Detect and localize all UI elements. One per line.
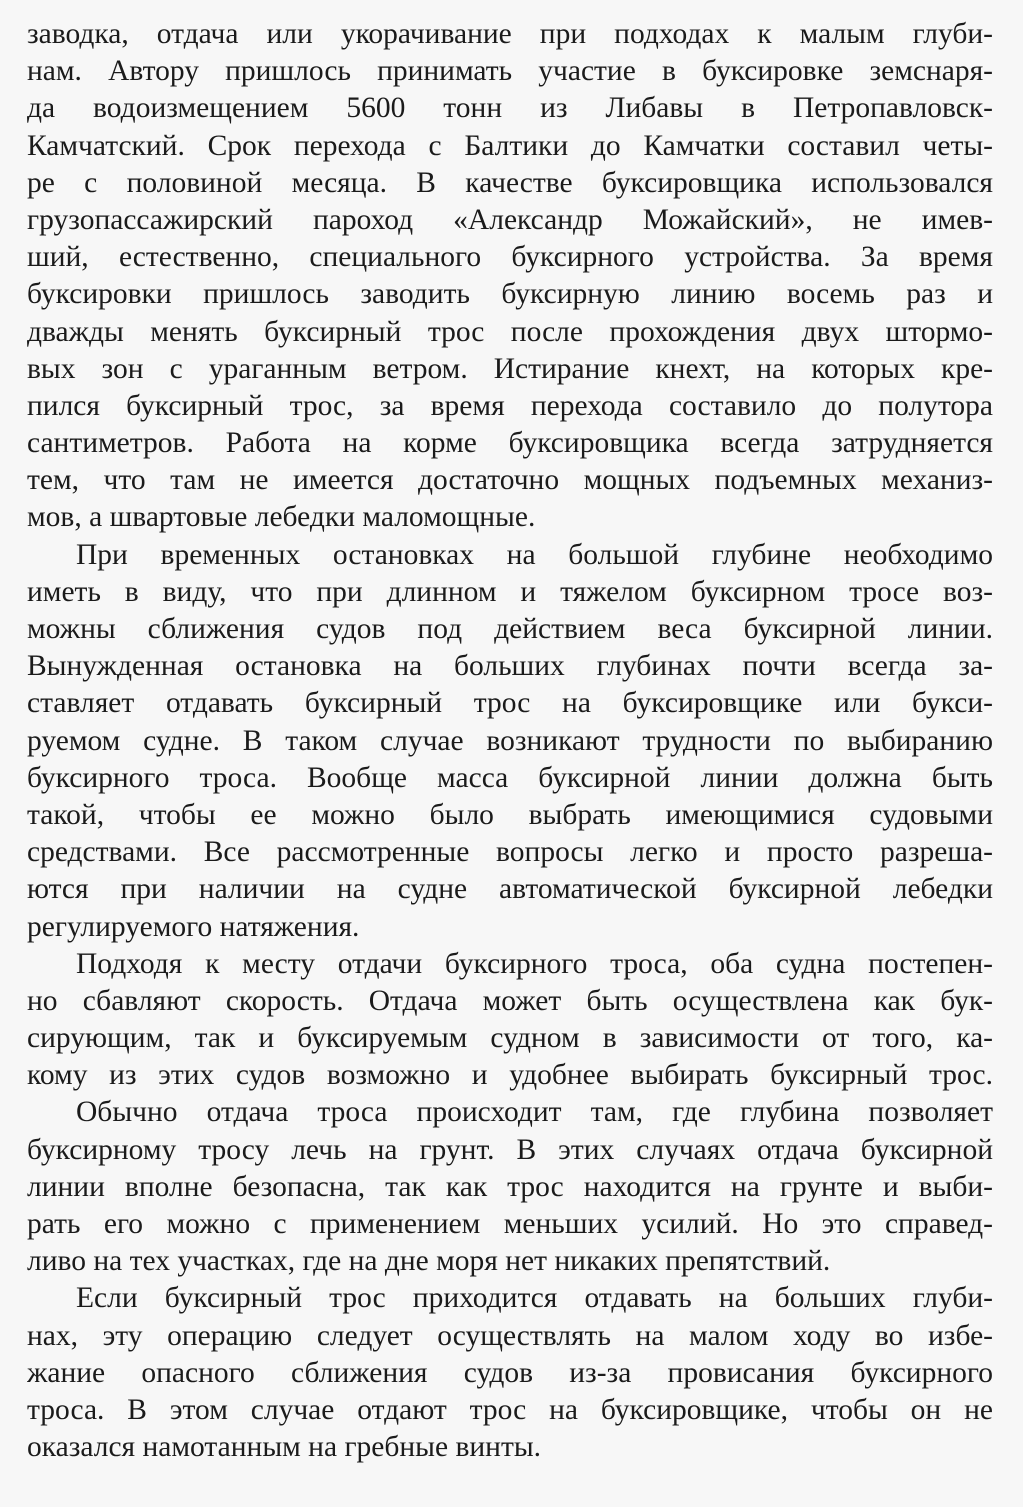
paragraph: [27, 1094, 993, 1280]
text-line: пился буксирный трос, за время перехода составило до полутора: [27, 389, 993, 422]
paragraph: [27, 946, 993, 1095]
text-line: ре с половиной месяца. В качестве буксировщика использовался: [27, 166, 993, 199]
text-line: При временных остановках на большой глубине необходимо: [76, 538, 993, 571]
text-line: нам. Автору пришлось принимать участие в буксировке земснаря-: [27, 55, 993, 88]
text-line: сирующим, так и буксируемым судном в зависимости от того, ка-: [27, 1022, 993, 1055]
text-line: оказался намотанным на гребные винты.: [27, 1431, 542, 1464]
text-line: заводка, отдача или укорачивание при подходах к малым глуби-: [27, 18, 993, 50]
text-line: Обычно отдача троса происходит там, где глубина позволяет: [76, 1096, 993, 1129]
paragraph: [27, 1280, 993, 1466]
text-line: грузопассажирский пароход «Александр Можайский», не имев-: [27, 203, 993, 236]
paragraph: [27, 537, 993, 946]
text-line: троса. В этом случае отдают трос на буксировщике, чтобы он не: [27, 1393, 993, 1426]
text-line: Камчатский. Срок перехода с Балтики до Камчатки составил четы-: [27, 129, 993, 162]
text-line: иметь в виду, что при длинном и тяжелом буксирном тросе воз-: [27, 575, 993, 608]
text-line: линии вполне безопасна, так как трос находится на грунте и выби-: [27, 1170, 993, 1203]
text-line: Вынужденная остановка на больших глубинах почти всегда за-: [27, 650, 993, 683]
paragraph: [27, 16, 993, 537]
text-line: ются при наличии на судне автоматической буксирной лебедки: [27, 873, 993, 906]
text-block: [27, 16, 993, 1466]
text-line: мов, а швартовые лебедки маломощные.: [27, 501, 536, 534]
text-line: буксирному тросу лечь на грунт. В этих случаях отдача буксирной: [27, 1133, 993, 1166]
text-line: Подходя к месту отдачи буксирного троса, оба судна постепен-: [76, 947, 993, 980]
text-line: да водоизмещением 5600 тонн из Либавы в Петропавловск-: [27, 92, 993, 125]
text-line: жание опасного сближения судов из-за провисания буксирного: [27, 1356, 993, 1389]
text-line: ливо на тех участках, где на дне моря нет никаких препятствий.: [27, 1245, 831, 1278]
text-line: регулируемого натяжения.: [27, 910, 360, 943]
text-line: средствами. Все рассмотренные вопросы легко и просто разреша-: [27, 836, 993, 869]
text-line: но сбавляют скорость. Отдача может быть осуществлена как бук-: [27, 984, 993, 1017]
text-line: ший, естественно, специального буксирного устройства. За время: [27, 241, 993, 274]
text-line: нах, эту операцию следует осуществлять на малом ходу во избе-: [27, 1319, 993, 1352]
text-line: ставляет отдавать буксирный трос на буксировщике или букси-: [27, 687, 993, 720]
text-line: сантиметров. Работа на корме буксировщика всегда затрудняется: [27, 427, 993, 460]
text-line: рать его можно с применением меньших усилий. Но это справед-: [27, 1208, 993, 1240]
text-line: можны сближения судов под действием веса буксирной линии.: [27, 613, 993, 645]
text-line: буксировки пришлось заводить буксирную линию восемь раз и: [27, 278, 993, 311]
text-line: руемом судне. В таком случае возникают трудности по выбиранию: [27, 724, 993, 757]
text-line: такой, чтобы ее можно было выбрать имеющимися судовыми: [27, 798, 993, 831]
text-line: Если буксирный трос приходится отдавать на больших глуби-: [76, 1282, 993, 1315]
text-line: вых зон с ураганным ветром. Истирание кнехт, на которых кре-: [27, 352, 993, 385]
text-line: кому из этих судов возможно и удобнее выбирать буксирный трос.: [27, 1059, 993, 1092]
text-line: буксирного троса. Вообще масса буксирной линии должна быть: [27, 761, 993, 794]
text-line: тем, что там не имеется достаточно мощных подъемных механиз-: [27, 464, 993, 497]
text-line: дважды менять буксирный трос после прохождения двух штормо-: [27, 315, 993, 348]
